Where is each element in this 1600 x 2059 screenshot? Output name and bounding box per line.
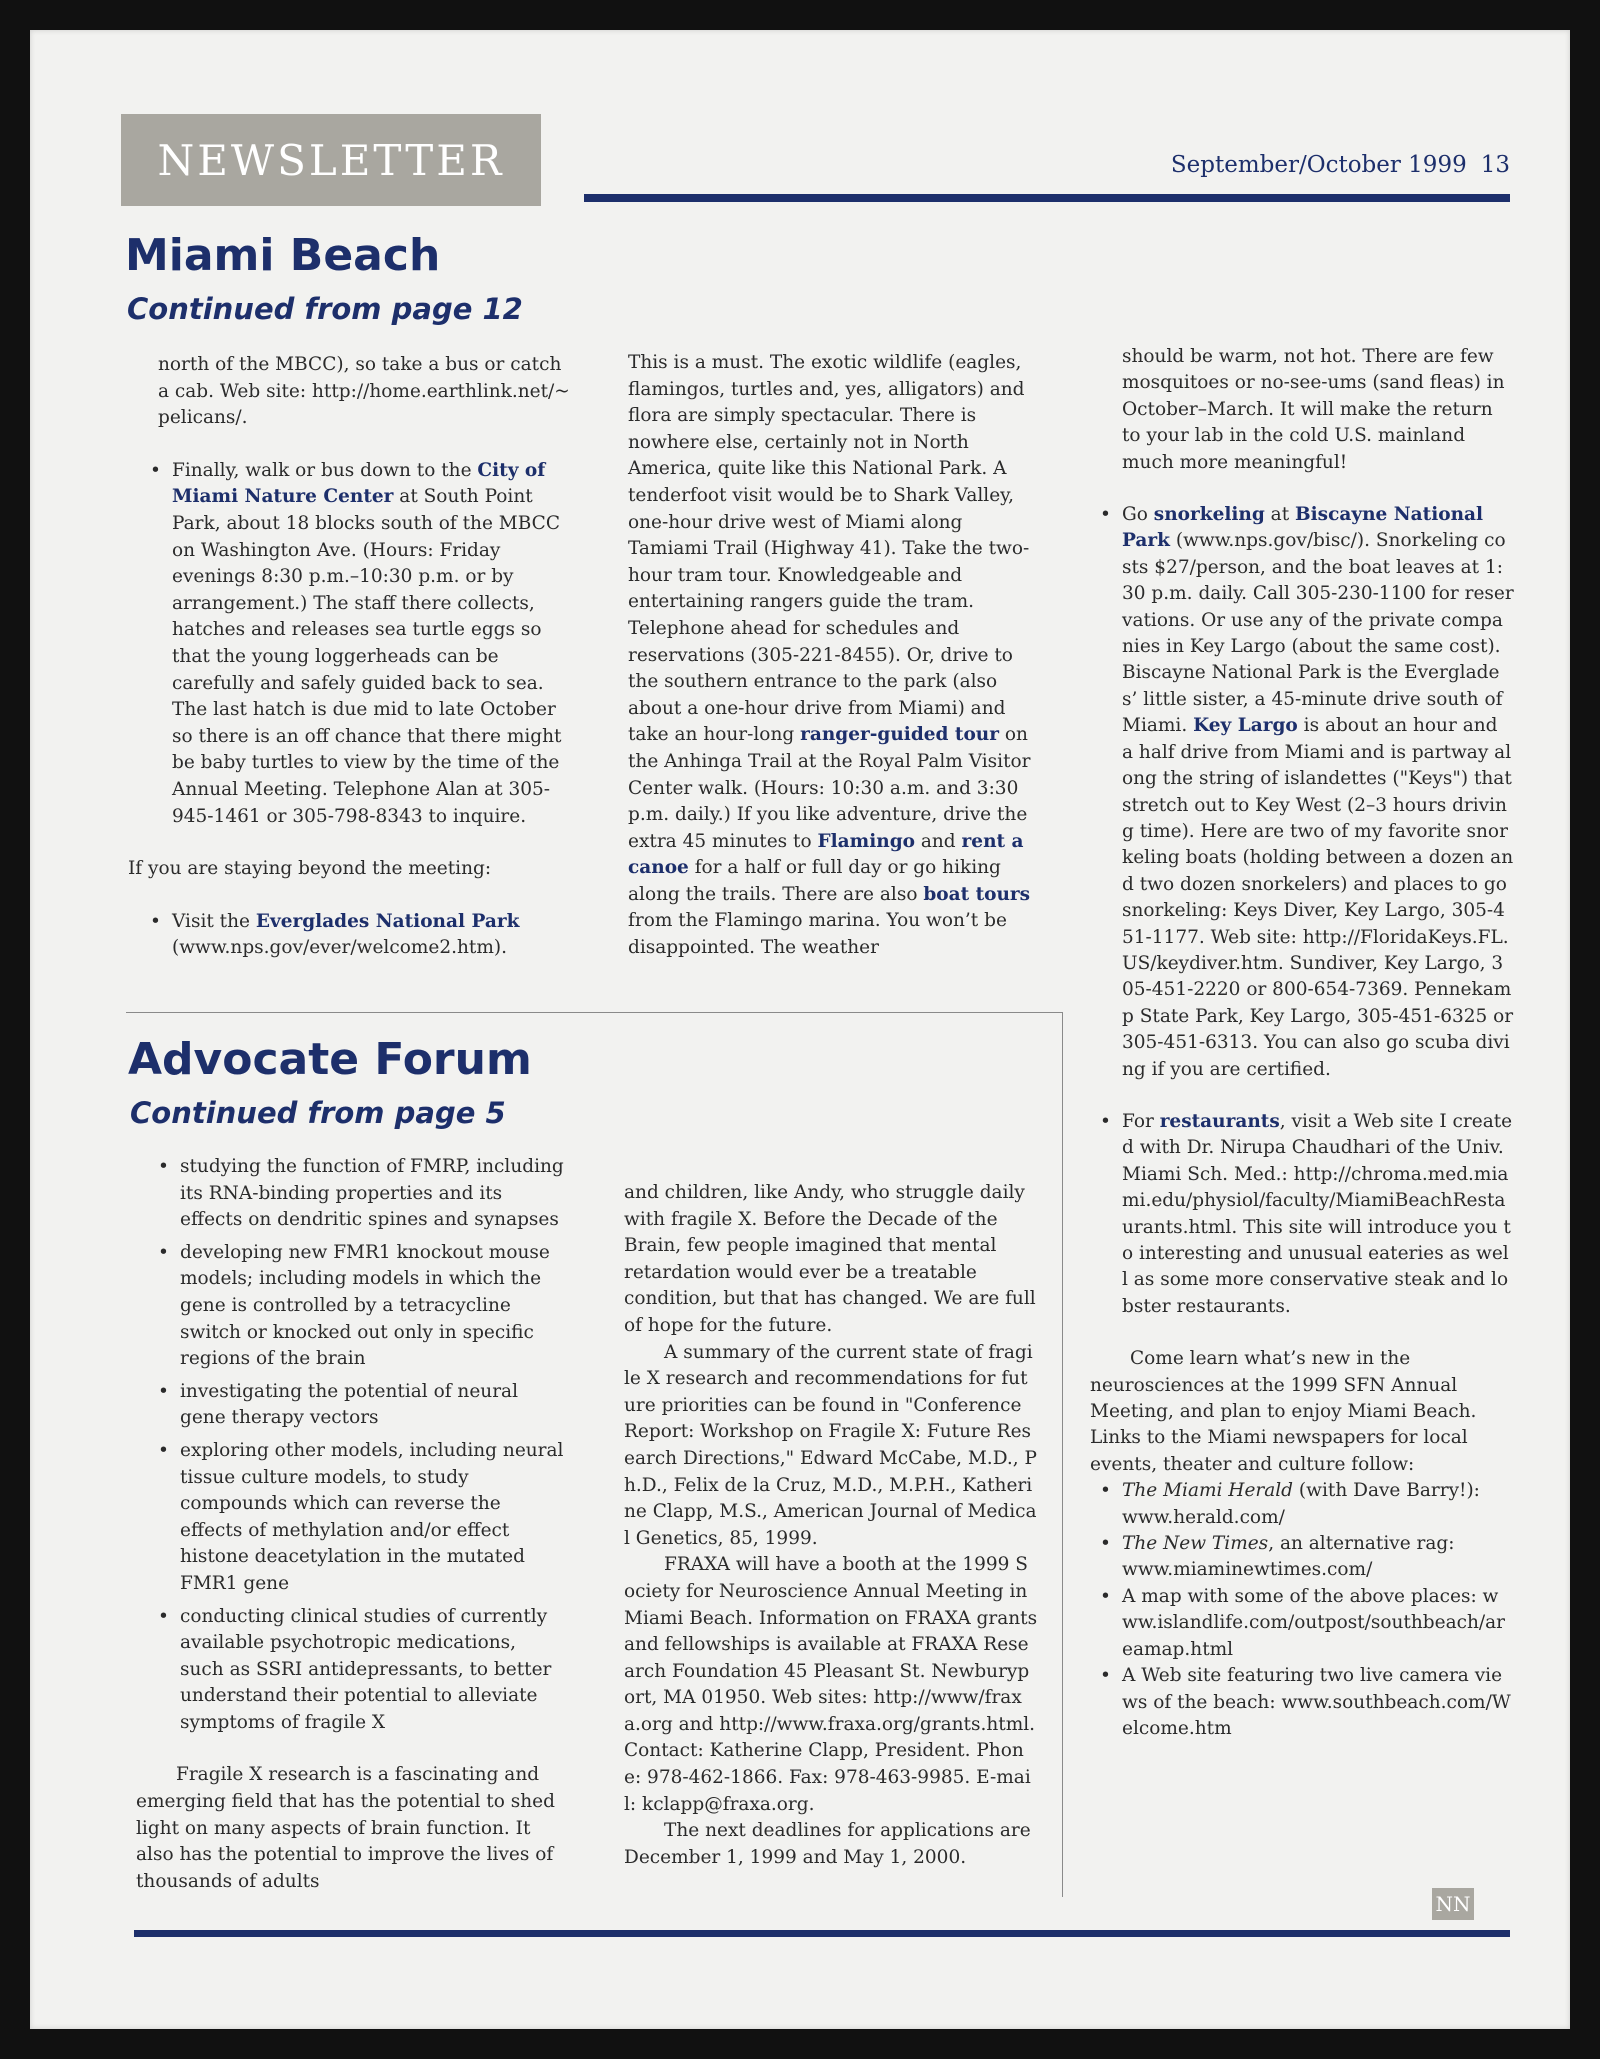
dateline (1171, 152, 1510, 178)
advocate-subtitle: Continued from page 5 (130, 1096, 506, 1130)
miami-column-2 (628, 350, 1036, 962)
miami-column-3 (1090, 344, 1514, 1742)
list-item: • Go snorkeling at Biscayne National Park (www.nps.gov/bisc/). Snorkeling costs $27/person, and the boat leaves at 1:30 p.m. daily. Call 305-230-1100 for reservations. Or use any of the private companies in Key Largo (about the same cost). Biscayne National Park is the Everglades’ little sister, a 45-minute drive south of Miami. Key Largo is about an hour and a half drive from Miami and is partway along the string of islandettes ("Keys") that stretch out to Key West (2–3 hours driving time). Here are two of my favorite snorkeling boats (holding between a dozen and two dozen snorkelers) and places to go snorkeling: Keys Diver, Key Largo, 305-451-1177. Web site: http://FloridaKeys.FL.US/keydiver.htm. Sundiver, Key Largo, 305-451-2220 or 800-654-7369. Pennekamp State Park, Key Largo, 305-451-6325 or 305-451-6313. You can also go scuba diving if you are certified. (1098, 502, 1514, 1083)
issue-date: September/October 1999 (1170, 152, 1467, 178)
list-item: • conducting clinical studies of currently available psychotropic medications, such as SSRI antidepressants, to better understand their potential to alleviate symptoms of fragile X (156, 1604, 564, 1737)
miami-subtitle: Continued from page 12 (127, 292, 523, 326)
links-list (1122, 1478, 1514, 1742)
advocate-column-2 (624, 1180, 1038, 1871)
list-item: • A Web site featuring two live camera views of the beach: www.southbeach.com/Welcome.htm (1098, 1663, 1514, 1742)
miami-list (158, 909, 576, 962)
list-item: • developing new FMR1 knockout mouse models; including models in which the gene is controlled by a tetracycline switch or knocked out only in specific regions of the brain (156, 1240, 564, 1373)
research-list (180, 1154, 564, 1736)
everglades-name: Everglades National Park (255, 910, 520, 932)
miami-paragraph: This is a must. The exotic wildlife (eagles, flamingos, turtles and, yes, alligators) and flora are simply spectacular. There is nowhere else, certainly not in North America, quite like this National Park. A tenderfoot visit would be to Shark Valley, one-hour drive west of Miami along Tamiami Trail (Highway 41). Take the two-hour tram tour. Knowledgeable and entertaining rangers guide the tram. Telephone ahead for schedules and reservations (305-221-8455). Or, drive to the southern entrance to the park (also about a one-hour drive from Miami) and take an hour-long ranger-guided tour on the Anhinga Trail at the Royal Palm Visitor Center walk. (Hours: 10:30 a.m. and 3:30 p.m. daily.) If you like adventure, drive the extra 45 minutes to Flamingo and rent a canoe for a half or full day or go hiking along the trails. There are also boat tours from the Flamingo marina. You won’t be disappointed. The weather (628, 352, 1031, 959)
miami-list (158, 458, 576, 830)
list-item: • investigating the potential of neural gene therapy vectors (156, 1379, 564, 1432)
list-item: • Visit the Everglades National Park (www.nps.gov/ever/welcome2.htm). (148, 909, 576, 962)
miami-paragraph: north of the MBCC), so take a bus or catch a cab. Web site: http://home.earthlink.net/~pelicans/. (158, 354, 570, 429)
advocate-paragraph: The next deadlines for applications are December 1, 1999 and May 1, 2000. (624, 1820, 1031, 1868)
advocate-column-1 (136, 1154, 564, 1895)
header-rule (584, 194, 1510, 202)
section-divider (126, 1012, 1062, 1013)
page-number: 13 (1480, 152, 1510, 178)
miami-paragraph: If you are staying beyond the meeting: (128, 858, 492, 880)
miami-list (1122, 502, 1514, 1320)
advocate-paragraph: A summary of the current state of fragile X research and recommendations for future priorities can be found in "Conference Report: Workshop on Fragile X: Future Research Directions," Edward McCabe, M.D., Ph.D., Felix de la Cruz, M.D., M.P.H., Katherine Clapp, M.S., American Journal of Medical Genetics, 85, 1999. (624, 1341, 1037, 1549)
nature-center-name: City of Miami Nature Center (172, 459, 546, 508)
list-item: • The Miami Herald (with Dave Barry!): www.herald.com/ (1098, 1478, 1514, 1531)
miami-paragraph: Come learn what’s new in the neurosciences at the 1999 SFN Annual Meeting, and plan to enjoy Miami Beach. Links to the Miami newspapers for local events, theater and culture follow: (1090, 1348, 1477, 1475)
advocate-paragraph: FRAXA will have a booth at the 1999 Society for Neuroscience Annual Meeting in Miami Beach. Information on FRAXA grants and fellowships is available at FRAXA Research Foundation 45 Pleasant St. Newburyport, MA 01950. Web sites: http://www/fraxa.org and http://www.fraxa.org/grants.html. Contact: Katherine Clapp, President. Phone: 978-462-1866. Fax: 978-463-9985. E-mail: kclapp@fraxa.org. (624, 1554, 1038, 1815)
advocate-title: Advocate Forum (128, 1034, 532, 1085)
list-item: • Finally, walk or bus down to the City of Miami Nature Center at South Point Park, about 18 blocks south of the MBCC on Washington Ave. (Hours: Friday evenings 8:30 p.m.–10:30 p.m. or by arrangement.) The staff there collects, hatches and releases sea turtle eggs so that the young loggerheads can be carefully and safely guided back to sea. The last hatch is due mid to late October so there is an off chance that there might be baby turtles to view by the time of the Annual Meeting. Telephone Alan at 305-945-1461 or 305-798-8343 to inquire. (148, 458, 576, 830)
miami-paragraph: should be warm, not hot. There are few mosquitoes or no-see-ums (sand fleas) in October–March. It will make the return to your lab in the cold U.S. mainland much more meaningful! (1122, 346, 1505, 473)
list-item: • exploring other models, including neural tissue culture models, to study compounds which can reverse the effects of methylation and/or effect histone deacetylation in the mutated FMR1 gene (156, 1438, 564, 1598)
list-item: • For restaurants, visit a Web site I created with Dr. Nirupa Chaudhari of the Univ. Miami Sch. Med.: http://chroma.med.miami.edu/physiol/faculty/MiamiBeachRestaurants.html. This site will introduce you to interesting and unusual eateries as well as some more conservative steak and lobster restaurants. (1098, 1109, 1514, 1320)
masthead: NEWSLETTER (121, 114, 541, 206)
list-item: • A map with some of the above places: www.islandlife.com/outpost/southbeach/areamap.html (1098, 1584, 1514, 1663)
miami-column-1 (128, 352, 576, 962)
miami-title: Miami Beach (125, 230, 441, 281)
nn-mark: NN (1432, 1888, 1474, 1920)
newsletter-page (30, 30, 1570, 2029)
column-divider (1062, 1012, 1063, 1897)
advocate-paragraph: and children, like Andy, who struggle daily with fragile X. Before the Decade of the Brain, few people imagined that mental retardation would ever be a treatable condition, but that has changed. We are full of hope for the future. (624, 1182, 1036, 1336)
advocate-paragraph: Fragile X research is a fascinating and emerging field that has the potential to shed light on many aspects of brain function. It also has the potential to improve the lives of thousands of adults (136, 1764, 555, 1892)
list-item: • The New Times, an alternative rag: www.miaminewtimes.com/ (1098, 1531, 1514, 1584)
footer-rule (134, 1930, 1510, 1937)
list-item: • studying the function of FMRP, including its RNA-binding properties and its effects on dendritic spines and synapses (156, 1154, 564, 1234)
